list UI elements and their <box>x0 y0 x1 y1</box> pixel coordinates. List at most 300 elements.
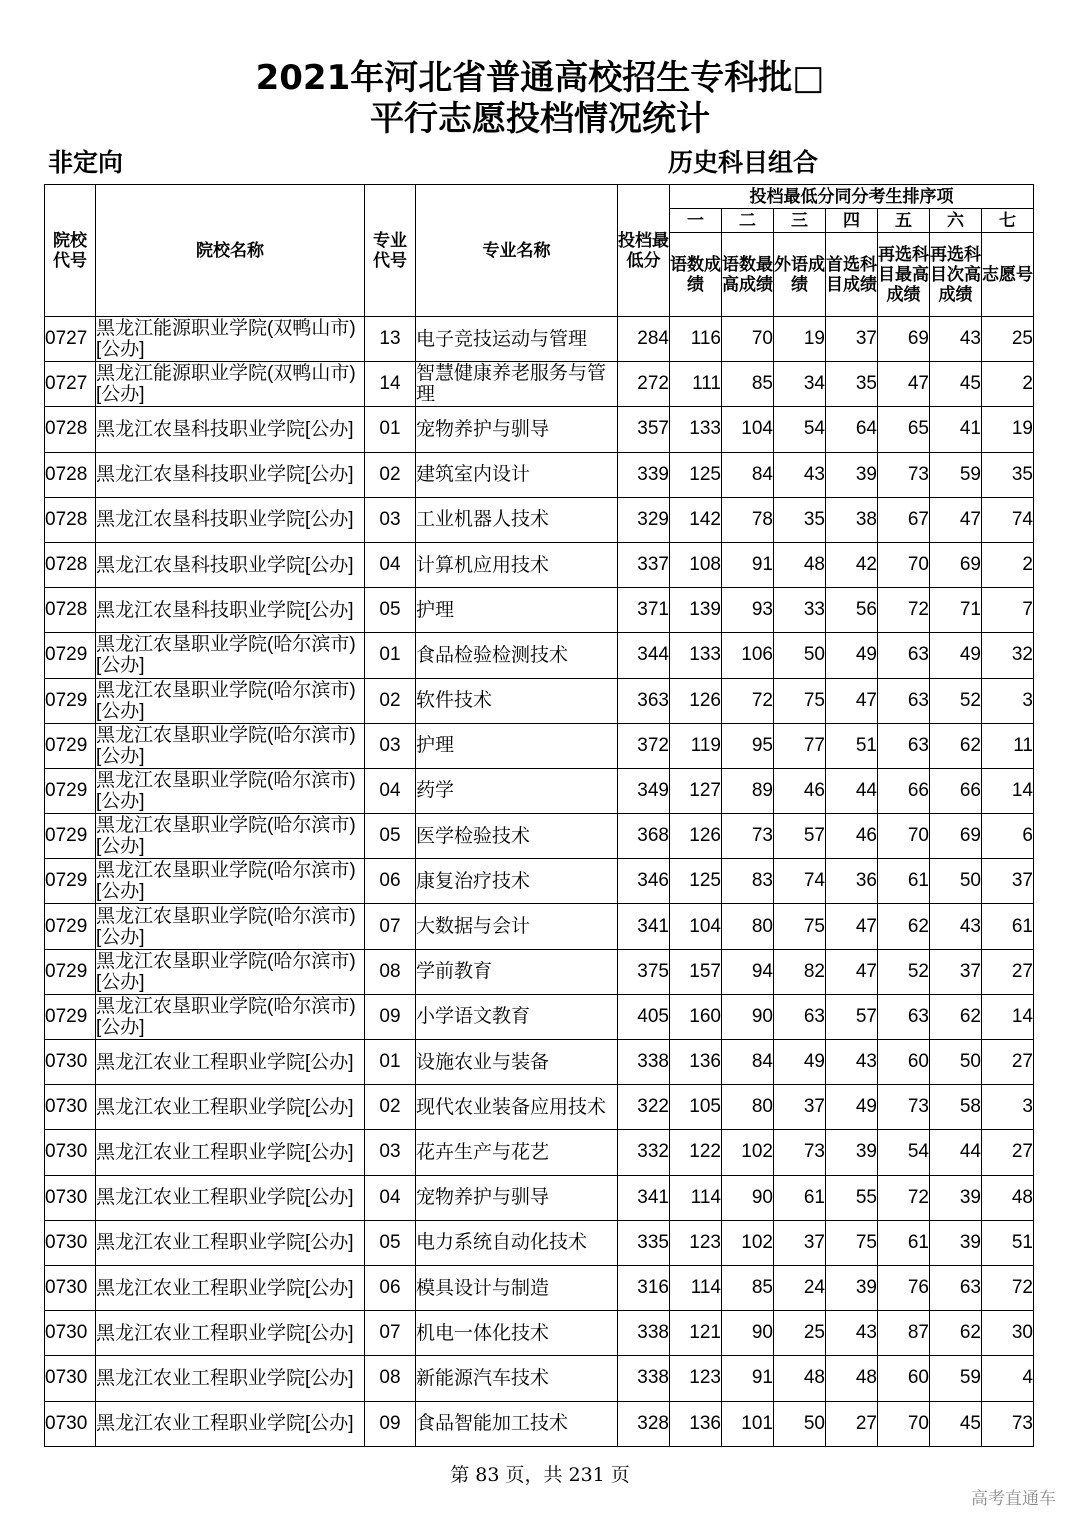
school-code-cell: 0729 <box>45 904 96 949</box>
elective-second-cell: 59 <box>930 1356 982 1401</box>
min-score-cell: 344 <box>618 633 670 678</box>
header-criterion-4: 首选科目成绩 <box>826 233 878 317</box>
major-name-cell: 宠物养护与驯导 <box>416 407 618 452</box>
preference-number-cell: 37 <box>982 859 1034 904</box>
table-row <box>45 588 1034 633</box>
chinese-math-score-cell: 123 <box>670 1220 722 1265</box>
header-school-name: 院校名称 <box>96 185 365 317</box>
chinese-math-score-cell: 157 <box>670 949 722 994</box>
min-score-cell: 372 <box>618 723 670 768</box>
chinese-math-max-cell: 93 <box>722 588 774 633</box>
chinese-math-max-cell: 104 <box>722 407 774 452</box>
major-code-cell: 03 <box>365 723 416 768</box>
chinese-math-score-cell: 126 <box>670 678 722 723</box>
major-name-cell: 小学语文教育 <box>416 994 618 1039</box>
header-school-code: 院校代号 <box>45 185 96 317</box>
header-major-name: 专业名称 <box>416 185 618 317</box>
chinese-math-score-cell: 133 <box>670 633 722 678</box>
table-row <box>45 542 1034 587</box>
elective-highest-cell: 63 <box>878 633 930 678</box>
chinese-math-score-cell: 126 <box>670 814 722 859</box>
school-code-cell: 0727 <box>45 362 96 407</box>
min-score-cell: 338 <box>618 1040 670 1085</box>
major-name-cell: 计算机应用技术 <box>416 542 618 587</box>
header-criterion-6: 再选科目次高成绩 <box>930 233 982 317</box>
elective-highest-cell: 70 <box>878 542 930 587</box>
school-name-cell: 黑龙江农垦职业学院(哈尔滨市)[公办] <box>96 994 365 1039</box>
school-name-cell: 黑龙江农垦科技职业学院[公办] <box>96 497 365 542</box>
elective-highest-cell: 72 <box>878 1175 930 1220</box>
table-row <box>45 949 1034 994</box>
min-score-cell: 349 <box>618 768 670 813</box>
school-name-cell: 黑龙江能源职业学院(双鸭山市)[公办] <box>96 362 365 407</box>
major-code-cell: 03 <box>365 497 416 542</box>
foreign-language-cell: 37 <box>774 1085 826 1130</box>
major-code-cell: 03 <box>365 1130 416 1175</box>
school-name-cell: 黑龙江农业工程职业学院[公办] <box>96 1265 365 1310</box>
school-name-cell: 黑龙江农业工程职业学院[公办] <box>96 1220 365 1265</box>
chinese-math-score-cell: 119 <box>670 723 722 768</box>
elective-second-cell: 39 <box>930 1220 982 1265</box>
major-code-cell: 06 <box>365 859 416 904</box>
preference-number-cell: 14 <box>982 994 1034 1039</box>
major-code-cell: 07 <box>365 904 416 949</box>
table-row <box>45 452 1034 497</box>
subtitle-right: 历史科目组合 <box>668 148 819 177</box>
preference-number-cell: 32 <box>982 633 1034 678</box>
preference-number-cell: 27 <box>982 1130 1034 1175</box>
header-rank-4: 四 <box>826 209 878 233</box>
table-row <box>45 723 1034 768</box>
major-code-cell: 05 <box>365 588 416 633</box>
elective-highest-cell: 54 <box>878 1130 930 1175</box>
min-score-cell: 341 <box>618 1175 670 1220</box>
min-score-cell: 329 <box>618 497 670 542</box>
elective-highest-cell: 65 <box>878 407 930 452</box>
school-code-cell: 0730 <box>45 1220 96 1265</box>
school-code-cell: 0729 <box>45 678 96 723</box>
elective-second-cell: 45 <box>930 362 982 407</box>
first-subject-cell: 57 <box>826 994 878 1039</box>
preference-number-cell: 27 <box>982 1040 1034 1085</box>
min-score-cell: 357 <box>618 407 670 452</box>
chinese-math-max-cell: 80 <box>722 1085 774 1130</box>
major-name-cell: 医学检验技术 <box>416 814 618 859</box>
foreign-language-cell: 61 <box>774 1175 826 1220</box>
page-title-line2: 平行志愿投档情况统计 <box>370 99 710 139</box>
foreign-language-cell: 73 <box>774 1130 826 1175</box>
major-name-cell: 智慧健康养老服务与管理 <box>416 362 618 407</box>
school-code-cell: 0730 <box>45 1401 96 1446</box>
major-name-cell: 模具设计与制造 <box>416 1265 618 1310</box>
first-subject-cell: 48 <box>826 1356 878 1401</box>
elective-highest-cell: 76 <box>878 1265 930 1310</box>
min-score-cell: 338 <box>618 1356 670 1401</box>
school-code-cell: 0730 <box>45 1130 96 1175</box>
header-rank-2: 二 <box>722 209 774 233</box>
chinese-math-score-cell: 114 <box>670 1175 722 1220</box>
preference-number-cell: 25 <box>982 317 1034 362</box>
header-tiebreak-group: 投档最低分同分考生排序项 <box>670 185 1034 209</box>
first-subject-cell: 56 <box>826 588 878 633</box>
foreign-language-cell: 77 <box>774 723 826 768</box>
school-code-cell: 0729 <box>45 994 96 1039</box>
foreign-language-cell: 75 <box>774 678 826 723</box>
preference-number-cell: 35 <box>982 452 1034 497</box>
major-name-cell: 宠物养护与驯导 <box>416 1175 618 1220</box>
school-code-cell: 0727 <box>45 317 96 362</box>
first-subject-cell: 44 <box>826 768 878 813</box>
preference-number-cell: 4 <box>982 1356 1034 1401</box>
chinese-math-score-cell: 125 <box>670 452 722 497</box>
school-code-cell: 0728 <box>45 407 96 452</box>
school-name-cell: 黑龙江农垦科技职业学院[公办] <box>96 407 365 452</box>
preference-number-cell: 30 <box>982 1311 1034 1356</box>
min-score-cell: 368 <box>618 814 670 859</box>
major-code-cell: 13 <box>365 317 416 362</box>
header-rank-7: 七 <box>982 209 1034 233</box>
elective-second-cell: 58 <box>930 1085 982 1130</box>
min-score-cell: 405 <box>618 994 670 1039</box>
major-name-cell: 药学 <box>416 768 618 813</box>
major-name-cell: 设施农业与装备 <box>416 1040 618 1085</box>
major-name-cell: 食品智能加工技术 <box>416 1401 618 1446</box>
chinese-math-max-cell: 101 <box>722 1401 774 1446</box>
min-score-cell: 371 <box>618 588 670 633</box>
chinese-math-score-cell: 160 <box>670 994 722 1039</box>
table-row <box>45 814 1034 859</box>
chinese-math-score-cell: 142 <box>670 497 722 542</box>
table-row <box>45 859 1034 904</box>
school-name-cell: 黑龙江农垦职业学院(哈尔滨市)[公办] <box>96 678 365 723</box>
major-name-cell: 电子竞技运动与管理 <box>416 317 618 362</box>
first-subject-cell: 35 <box>826 362 878 407</box>
elective-highest-cell: 63 <box>878 994 930 1039</box>
first-subject-cell: 47 <box>826 678 878 723</box>
elective-second-cell: 43 <box>930 317 982 362</box>
chinese-math-max-cell: 94 <box>722 949 774 994</box>
elective-highest-cell: 47 <box>878 362 930 407</box>
elective-second-cell: 45 <box>930 1401 982 1446</box>
school-code-cell: 0729 <box>45 949 96 994</box>
major-code-cell: 05 <box>365 814 416 859</box>
major-name-cell: 花卉生产与花艺 <box>416 1130 618 1175</box>
school-name-cell: 黑龙江农垦职业学院(哈尔滨市)[公办] <box>96 859 365 904</box>
first-subject-cell: 55 <box>826 1175 878 1220</box>
elective-second-cell: 62 <box>930 723 982 768</box>
table-row <box>45 1401 1034 1446</box>
preference-number-cell: 27 <box>982 949 1034 994</box>
elective-highest-cell: 61 <box>878 859 930 904</box>
chinese-math-max-cell: 83 <box>722 859 774 904</box>
school-name-cell: 黑龙江农垦职业学院(哈尔滨市)[公办] <box>96 633 365 678</box>
header-min-score: 投档最低分 <box>618 185 670 317</box>
chinese-math-max-cell: 90 <box>722 994 774 1039</box>
chinese-math-max-cell: 102 <box>722 1220 774 1265</box>
watermark: 高考直通车 <box>971 1489 1056 1509</box>
min-score-cell: 316 <box>618 1265 670 1310</box>
chinese-math-max-cell: 90 <box>722 1311 774 1356</box>
major-code-cell: 07 <box>365 1311 416 1356</box>
school-code-cell: 0730 <box>45 1356 96 1401</box>
elective-second-cell: 62 <box>930 1311 982 1356</box>
school-code-cell: 0729 <box>45 768 96 813</box>
min-score-cell: 332 <box>618 1130 670 1175</box>
chinese-math-score-cell: 111 <box>670 362 722 407</box>
chinese-math-score-cell: 121 <box>670 1311 722 1356</box>
header-criterion-7: 志愿号 <box>982 233 1034 317</box>
table-row <box>45 1040 1034 1085</box>
elective-highest-cell: 66 <box>878 768 930 813</box>
first-subject-cell: 75 <box>826 1220 878 1265</box>
major-name-cell: 康复治疗技术 <box>416 859 618 904</box>
first-subject-cell: 39 <box>826 1265 878 1310</box>
chinese-math-score-cell: 136 <box>670 1040 722 1085</box>
first-subject-cell: 43 <box>826 1040 878 1085</box>
chinese-math-max-cell: 73 <box>722 814 774 859</box>
foreign-language-cell: 48 <box>774 1356 826 1401</box>
major-name-cell: 建筑室内设计 <box>416 452 618 497</box>
preference-number-cell: 19 <box>982 407 1034 452</box>
table-row <box>45 362 1034 407</box>
chinese-math-score-cell: 122 <box>670 1130 722 1175</box>
elective-highest-cell: 63 <box>878 723 930 768</box>
foreign-language-cell: 75 <box>774 904 826 949</box>
admission-table <box>44 184 1034 1447</box>
preference-number-cell: 48 <box>982 1175 1034 1220</box>
header-criterion-2: 语数最高成绩 <box>722 233 774 317</box>
elective-second-cell: 49 <box>930 633 982 678</box>
elective-second-cell: 43 <box>930 904 982 949</box>
min-score-cell: 375 <box>618 949 670 994</box>
table-row <box>45 904 1034 949</box>
elective-highest-cell: 62 <box>878 904 930 949</box>
first-subject-cell: 51 <box>826 723 878 768</box>
elective-second-cell: 62 <box>930 994 982 1039</box>
major-name-cell: 软件技术 <box>416 678 618 723</box>
school-name-cell: 黑龙江农垦科技职业学院[公办] <box>96 452 365 497</box>
school-name-cell: 黑龙江农垦科技职业学院[公办] <box>96 542 365 587</box>
min-score-cell: 322 <box>618 1085 670 1130</box>
major-code-cell: 05 <box>365 1220 416 1265</box>
min-score-cell: 339 <box>618 452 670 497</box>
preference-number-cell: 7 <box>982 588 1034 633</box>
chinese-math-max-cell: 85 <box>722 1265 774 1310</box>
foreign-language-cell: 46 <box>774 768 826 813</box>
table-row <box>45 1085 1034 1130</box>
major-code-cell: 02 <box>365 1085 416 1130</box>
chinese-math-max-cell: 95 <box>722 723 774 768</box>
chinese-math-max-cell: 72 <box>722 678 774 723</box>
school-name-cell: 黑龙江农垦职业学院(哈尔滨市)[公办] <box>96 949 365 994</box>
school-code-cell: 0728 <box>45 452 96 497</box>
chinese-math-score-cell: 108 <box>670 542 722 587</box>
elective-highest-cell: 69 <box>878 317 930 362</box>
elective-highest-cell: 70 <box>878 1401 930 1446</box>
header-criterion-3: 外语成绩 <box>774 233 826 317</box>
foreign-language-cell: 50 <box>774 633 826 678</box>
chinese-math-max-cell: 78 <box>722 497 774 542</box>
chinese-math-score-cell: 114 <box>670 1265 722 1310</box>
min-score-cell: 338 <box>618 1311 670 1356</box>
major-code-cell: 09 <box>365 1401 416 1446</box>
preference-number-cell: 11 <box>982 723 1034 768</box>
page-footer: 第 83 页，共 231 页 <box>450 1464 630 1486</box>
major-name-cell: 护理 <box>416 723 618 768</box>
table-row <box>45 678 1034 723</box>
school-code-cell: 0730 <box>45 1040 96 1085</box>
chinese-math-score-cell: 136 <box>670 1401 722 1446</box>
foreign-language-cell: 24 <box>774 1265 826 1310</box>
major-name-cell: 新能源汽车技术 <box>416 1356 618 1401</box>
major-code-cell: 02 <box>365 452 416 497</box>
major-name-cell: 食品检验检测技术 <box>416 633 618 678</box>
min-score-cell: 346 <box>618 859 670 904</box>
first-subject-cell: 42 <box>826 542 878 587</box>
elective-second-cell: 50 <box>930 1040 982 1085</box>
foreign-language-cell: 43 <box>774 452 826 497</box>
school-name-cell: 黑龙江农业工程职业学院[公办] <box>96 1401 365 1446</box>
school-name-cell: 黑龙江农垦职业学院(哈尔滨市)[公办] <box>96 768 365 813</box>
school-code-cell: 0730 <box>45 1311 96 1356</box>
table-row <box>45 1175 1034 1220</box>
first-subject-cell: 39 <box>826 452 878 497</box>
header-criterion-1: 语数成绩 <box>670 233 722 317</box>
elective-highest-cell: 73 <box>878 1085 930 1130</box>
chinese-math-score-cell: 116 <box>670 317 722 362</box>
elective-second-cell: 71 <box>930 588 982 633</box>
elective-second-cell: 50 <box>930 859 982 904</box>
elective-highest-cell: 72 <box>878 588 930 633</box>
first-subject-cell: 47 <box>826 949 878 994</box>
major-code-cell: 02 <box>365 678 416 723</box>
elective-highest-cell: 61 <box>878 1220 930 1265</box>
preference-number-cell: 74 <box>982 497 1034 542</box>
elective-second-cell: 52 <box>930 678 982 723</box>
elective-second-cell: 66 <box>930 768 982 813</box>
header-rank-6: 六 <box>930 209 982 233</box>
chinese-math-max-cell: 106 <box>722 633 774 678</box>
foreign-language-cell: 50 <box>774 1401 826 1446</box>
min-score-cell: 341 <box>618 904 670 949</box>
elective-highest-cell: 73 <box>878 452 930 497</box>
chinese-math-score-cell: 105 <box>670 1085 722 1130</box>
min-score-cell: 328 <box>618 1401 670 1446</box>
major-code-cell: 04 <box>365 542 416 587</box>
school-name-cell: 黑龙江农业工程职业学院[公办] <box>96 1130 365 1175</box>
foreign-language-cell: 35 <box>774 497 826 542</box>
school-code-cell: 0728 <box>45 588 96 633</box>
chinese-math-max-cell: 102 <box>722 1130 774 1175</box>
school-code-cell: 0728 <box>45 542 96 587</box>
preference-number-cell: 72 <box>982 1265 1034 1310</box>
table-row <box>45 497 1034 542</box>
school-name-cell: 黑龙江农垦科技职业学院[公办] <box>96 588 365 633</box>
first-subject-cell: 38 <box>826 497 878 542</box>
major-name-cell: 工业机器人技术 <box>416 497 618 542</box>
major-code-cell: 01 <box>365 633 416 678</box>
elective-second-cell: 63 <box>930 1265 982 1310</box>
table-row <box>45 317 1034 362</box>
table-row <box>45 1130 1034 1175</box>
first-subject-cell: 36 <box>826 859 878 904</box>
major-name-cell: 大数据与会计 <box>416 904 618 949</box>
chinese-math-score-cell: 104 <box>670 904 722 949</box>
elective-highest-cell: 67 <box>878 497 930 542</box>
major-name-cell: 电力系统自动化技术 <box>416 1220 618 1265</box>
table-row <box>45 633 1034 678</box>
table-row <box>45 407 1034 452</box>
chinese-math-max-cell: 70 <box>722 317 774 362</box>
min-score-cell: 337 <box>618 542 670 587</box>
min-score-cell: 335 <box>618 1220 670 1265</box>
elective-highest-cell: 60 <box>878 1040 930 1085</box>
major-code-cell: 08 <box>365 1356 416 1401</box>
foreign-language-cell: 57 <box>774 814 826 859</box>
table-row <box>45 1220 1034 1265</box>
chinese-math-max-cell: 84 <box>722 452 774 497</box>
foreign-language-cell: 34 <box>774 362 826 407</box>
foreign-language-cell: 48 <box>774 542 826 587</box>
page-title-line1: 2021年河北省普通高校招生专科批□ <box>255 58 825 98</box>
major-code-cell: 04 <box>365 768 416 813</box>
header-major-code: 专业代号 <box>365 185 416 317</box>
preference-number-cell: 2 <box>982 362 1034 407</box>
school-name-cell: 黑龙江能源职业学院(双鸭山市)[公办] <box>96 317 365 362</box>
table-row <box>45 1356 1034 1401</box>
first-subject-cell: 39 <box>826 1130 878 1175</box>
school-name-cell: 黑龙江农业工程职业学院[公办] <box>96 1356 365 1401</box>
major-name-cell: 护理 <box>416 588 618 633</box>
chinese-math-score-cell: 123 <box>670 1356 722 1401</box>
school-name-cell: 黑龙江农垦职业学院(哈尔滨市)[公办] <box>96 723 365 768</box>
chinese-math-max-cell: 91 <box>722 542 774 587</box>
chinese-math-max-cell: 91 <box>722 1356 774 1401</box>
school-name-cell: 黑龙江农业工程职业学院[公办] <box>96 1311 365 1356</box>
subtitle-left: 非定向 <box>48 148 124 177</box>
elective-highest-cell: 60 <box>878 1356 930 1401</box>
school-code-cell: 0730 <box>45 1085 96 1130</box>
chinese-math-max-cell: 85 <box>722 362 774 407</box>
major-code-cell: 01 <box>365 407 416 452</box>
major-code-cell: 09 <box>365 994 416 1039</box>
chinese-math-max-cell: 84 <box>722 1040 774 1085</box>
header-rank-3: 三 <box>774 209 826 233</box>
table-row <box>45 994 1034 1039</box>
min-score-cell: 363 <box>618 678 670 723</box>
chinese-math-max-cell: 80 <box>722 904 774 949</box>
preference-number-cell: 61 <box>982 904 1034 949</box>
elective-second-cell: 47 <box>930 497 982 542</box>
school-name-cell: 黑龙江农业工程职业学院[公办] <box>96 1175 365 1220</box>
chinese-math-max-cell: 90 <box>722 1175 774 1220</box>
foreign-language-cell: 33 <box>774 588 826 633</box>
header-rank-5: 五 <box>878 209 930 233</box>
table-row <box>45 1311 1034 1356</box>
major-code-cell: 06 <box>365 1265 416 1310</box>
preference-number-cell: 3 <box>982 1085 1034 1130</box>
major-name-cell: 现代农业装备应用技术 <box>416 1085 618 1130</box>
chinese-math-score-cell: 125 <box>670 859 722 904</box>
header-criterion-5: 再选科目最高成绩 <box>878 233 930 317</box>
school-code-cell: 0730 <box>45 1175 96 1220</box>
foreign-language-cell: 19 <box>774 317 826 362</box>
preference-number-cell: 2 <box>982 542 1034 587</box>
elective-second-cell: 59 <box>930 452 982 497</box>
elective-second-cell: 44 <box>930 1130 982 1175</box>
foreign-language-cell: 63 <box>774 994 826 1039</box>
preference-number-cell: 3 <box>982 678 1034 723</box>
